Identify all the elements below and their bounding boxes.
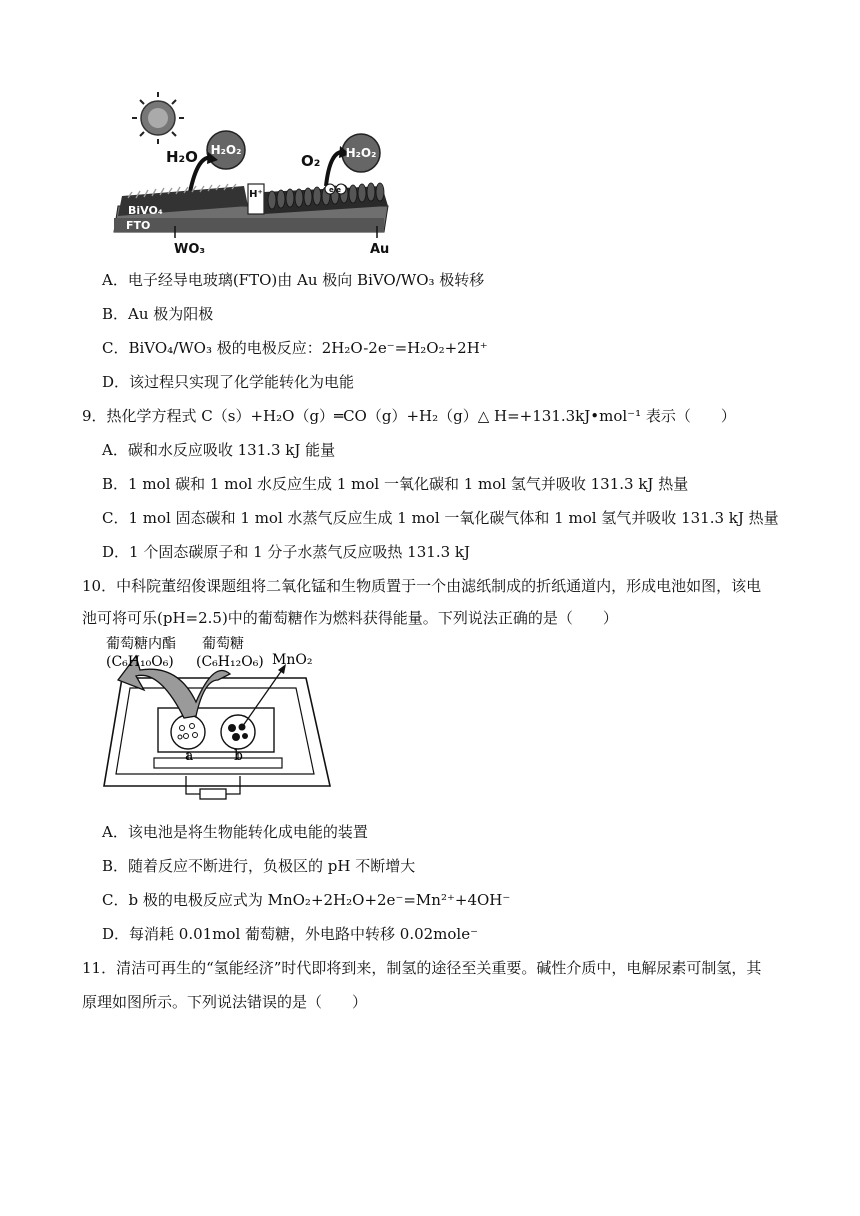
label-glucose-formula: (C₆H₁₂O₆): [196, 654, 264, 670]
electrode-b: [221, 715, 255, 749]
sun-icon: [132, 92, 184, 144]
label-hplus: H⁺: [249, 189, 263, 200]
mno2-arrow: [240, 670, 282, 730]
q10-option-c: C．b 极的电极反应式为 MnO₂+2H₂O+2e⁻=Mn²⁺+4OH⁻: [102, 891, 511, 909]
label-electrode-b: b: [234, 748, 243, 764]
paper-battery-figure: [100, 636, 340, 812]
q9-option-a: A．碳和水反应吸收 131.3 kJ 能量: [102, 441, 336, 459]
q8-option-a: A．电子经导电玻璃(FTO)由 Au 极向 BiVO/WO₃ 极转移: [102, 271, 485, 289]
label-bivo4: BiVO₄: [128, 204, 163, 217]
q9-option-d: D．1 个固态碳原子和 1 分子水蒸气反应吸热 131.3 kJ: [102, 543, 470, 561]
label-o2: O₂: [301, 152, 321, 170]
q8-option-b: B．Au 极为阳极: [102, 305, 214, 323]
label-electrons: e e: [329, 186, 341, 194]
label-lactone-formula: (C₆H₁₀O₆): [106, 654, 174, 670]
q10-stem-line2: 池可将可乐(pH=2.5)中的葡萄糖作为燃料获得能量。下列说法正确的是（ ）: [82, 609, 618, 627]
q11-stem-line1: 11．清洁可再生的“氢能经济”时代即将到来，制氢的途径至关重要。碱性介质中，电解尿素可制氢，其: [82, 959, 762, 977]
resistor: [200, 789, 226, 799]
external-circuit: [186, 776, 200, 794]
label-h2o2-right: H₂O₂: [345, 146, 377, 160]
photoelectrode-figure: [108, 88, 398, 260]
origami-channel-outer: [104, 678, 330, 786]
label-h2o: H₂O: [166, 148, 198, 166]
label-h2o2-left: H₂O₂: [210, 143, 242, 157]
q9-stem: 9．热化学方程式 C（s）+H₂O（g）═CO（g）+H₂（g）△ H=+131.3kJ•mol⁻¹ 表示（ ）: [82, 407, 736, 425]
q10-option-b: B．随着反应不断进行，负极区的 pH 不断增大: [102, 857, 416, 875]
electrode-a: [171, 715, 205, 749]
q10-option-d: D．每消耗 0.01mol 葡萄糖，外电路中转移 0.02mole⁻: [102, 925, 479, 943]
label-mno2: MnO₂: [272, 652, 313, 668]
q9-option-b: B．1 mol 碳和 1 mol 水反应生成 1 mol 一氧化碳和 1 mol 氢气并吸收 131.3 kJ 热量: [102, 475, 689, 493]
label-lactone: 葡萄糖内酯: [106, 636, 176, 652]
label-wo3: WO₃: [174, 242, 206, 257]
q8-option-c: C．BiVO₄/WO₃ 极的电极反应：2H₂O-2e⁻=H₂O₂+2H⁺: [102, 339, 488, 357]
q8-option-d: D．该过程只实现了化学能转化为电能: [102, 373, 355, 391]
q9-option-c: C．1 mol 固态碳和 1 mol 水蒸气反应生成 1 mol 一氧化碳气体和 1 mol 氢气并吸收 131.3 kJ 热量: [102, 509, 779, 527]
q11-stem-line2: 原理如图所示。下列说法错误的是（ ）: [82, 993, 368, 1011]
label-glucose: 葡萄糖: [202, 636, 244, 652]
label-electrode-a: a: [185, 748, 194, 764]
q10-option-a: A．该电池是将生物能转化成电能的装置: [102, 823, 368, 841]
q10-stem-line1: 10．中科院董绍俊课题组将二氧化锰和生物质置于一个由滤纸制成的折纸通道内，形成电池如图，该电: [82, 577, 762, 595]
label-au: Au: [370, 242, 390, 257]
label-fto: FTO: [126, 219, 151, 232]
